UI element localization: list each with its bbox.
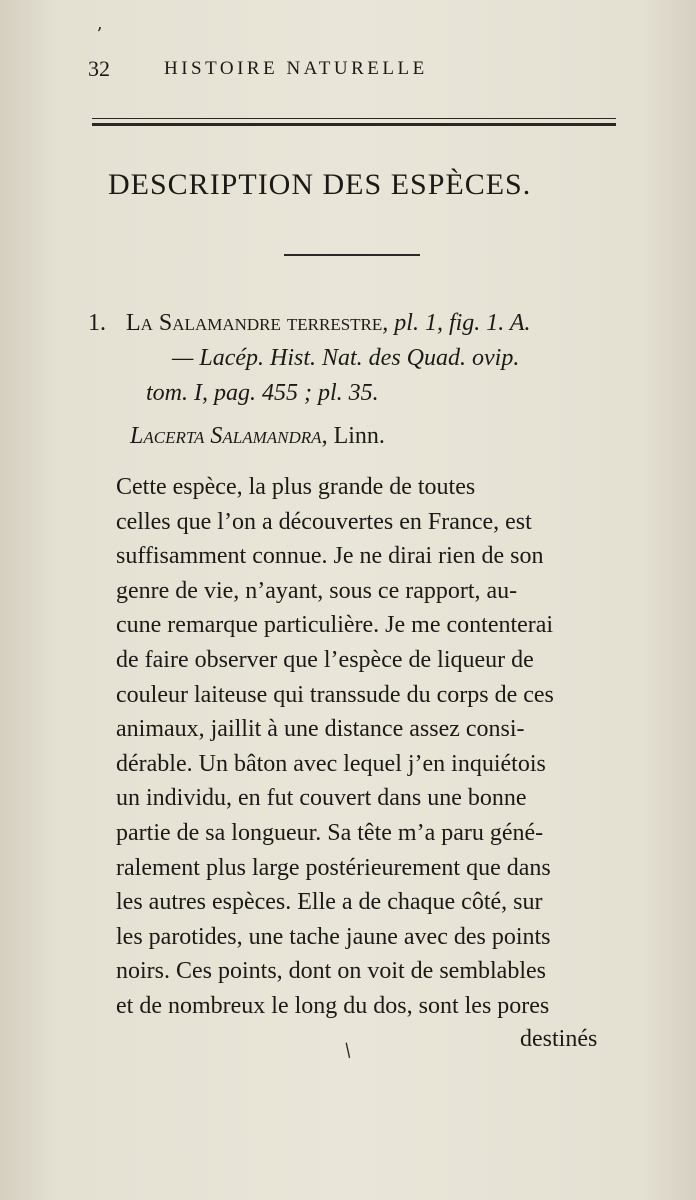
reference-lacepede: — Lacép. Hist. Nat. des Quad. ovip. bbox=[172, 345, 520, 371]
text-line: de faire observer que l’espèce de liqueur de bbox=[116, 646, 534, 673]
text-line: les autres espèces. Elle a de chaque côté, sur bbox=[116, 889, 543, 916]
ink-mark-bottom: / bbox=[340, 1039, 356, 1062]
ink-mark-top: ʼ bbox=[96, 24, 102, 45]
entry-line-2 bbox=[88, 341, 628, 376]
text-line: dérable. Un bâton avec lequel j’en inquiétois bbox=[116, 750, 546, 777]
text-line: suffisamment connue. Je ne dirai rien de son bbox=[116, 543, 544, 570]
text-line: un individu, en fut couvert dans une bonne bbox=[116, 785, 527, 812]
page-number: 32 bbox=[88, 56, 110, 81]
text-line: celles que l’on a découvertes en France, est bbox=[116, 508, 532, 535]
entry-line-1 bbox=[88, 306, 628, 341]
section-divider bbox=[284, 254, 420, 256]
text-line: couleur laiteuse qui transsude du corps de ces bbox=[116, 681, 554, 708]
text-line: cune remarque particulière. Je me contenterai bbox=[116, 612, 554, 639]
species-entry bbox=[88, 306, 628, 411]
text-line: noirs. Ces points, dont on voit de semblables bbox=[116, 958, 546, 985]
text-line: les parotides, une tache jaune avec des points bbox=[116, 923, 551, 950]
synonym-name: Lacerta Salamandra bbox=[130, 423, 322, 449]
entry-number: 1. bbox=[88, 310, 106, 336]
catchword: destinés bbox=[520, 1026, 598, 1052]
header-rule-thin bbox=[92, 118, 616, 119]
text-line: animaux, jaillit à une distance assez consi- bbox=[116, 716, 525, 743]
text-line: et de nombreux le long du dos, sont les pores bbox=[116, 992, 550, 1019]
entry-line-3 bbox=[88, 376, 628, 411]
linnaean-synonym bbox=[130, 423, 630, 450]
text-line: Cette espèce, la plus grande de toutes bbox=[116, 474, 476, 500]
page-header bbox=[88, 52, 618, 86]
running-title: HISTOIRE NATURELLE bbox=[164, 58, 428, 79]
plate-reference: , pl. 1, fig. 1. A. bbox=[382, 310, 531, 336]
section-title: DESCRIPTION DES ESPÈCES. bbox=[108, 168, 532, 201]
body-paragraph bbox=[116, 470, 622, 1024]
reference-volume: tom. I, pag. 455 ; pl. 35. bbox=[146, 380, 379, 406]
text-line: ralement plus large postérieurement que dans bbox=[116, 854, 551, 881]
species-name: La Salamandre terrestre bbox=[126, 310, 383, 336]
text-line: genre de vie, n’ayant, sous ce rapport, au- bbox=[116, 577, 518, 604]
text-line: partie de sa longueur. Sa tête m’a paru géné- bbox=[116, 819, 544, 846]
synonym-author: , Linn. bbox=[321, 423, 385, 449]
header-rule-thick bbox=[92, 123, 616, 126]
